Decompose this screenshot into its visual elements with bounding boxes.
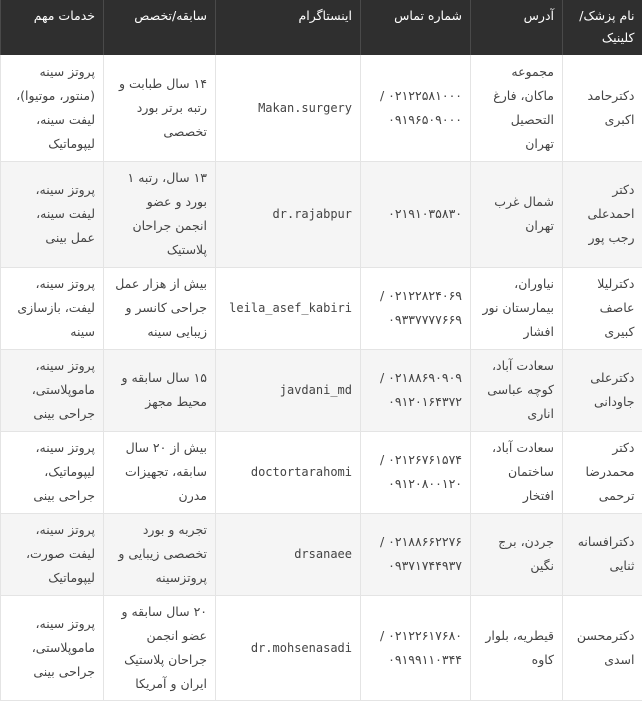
table-row (1, 595, 642, 700)
header-services: خدمات مهم (1, 0, 104, 55)
cell-address: نیاوران، بیمارستان نور افشار (471, 267, 563, 349)
cell-name: دکترعلی جاودانی (563, 349, 642, 431)
cell-instagram: dr.mohsenasadi (216, 595, 361, 700)
cell-name: دکترحامد اکبری (563, 55, 642, 161)
cell-experience: بیش از ۲۰ سال سابقه، تجهیزات مدرن (104, 431, 216, 513)
header-address: آدرس (471, 0, 563, 55)
cell-services: پروتز سینه، لیفت سینه، عمل بینی (1, 161, 104, 267)
cell-experience: تجربه و بورد تخصصی زیبایی و پروتزسینه (104, 513, 216, 595)
cell-name: دکترلیلا عاصف کبیری (563, 267, 642, 349)
cell-experience: ۱۳ سال، رتبه ۱ بورد و عضو انجمن جراحان پلاستیک (104, 161, 216, 267)
table-row (1, 161, 642, 267)
cell-instagram: drsanaee (216, 513, 361, 595)
table-row (1, 267, 642, 349)
cell-experience: ۱۵ سال سابقه و محیط مجهز (104, 349, 216, 431)
cell-address: سعادت آباد، ساختمان افتخار (471, 431, 563, 513)
cell-phone: ۰۲۱۸۸۶۹۰۹۰۹ / ۰۹۱۲۰۱۶۴۳۷۲ (361, 349, 471, 431)
cell-phone: ۰۲۱۲۲۶۱۷۶۸۰ / ۰۹۱۹۹۱۱۰۳۴۴ (361, 595, 471, 700)
cell-services: پروتز سینه (منتور، موتیوا)، لیفت سینه، لیپوماتیک (1, 55, 104, 161)
cell-phone: ۰۲۱۲۲۵۸۱۰۰۰ / ۰۹۱۹۶۵۰۹۰۰۰ (361, 55, 471, 161)
cell-experience: ۱۴ سال طبابت و رتبه برتر بورد تخصصی (104, 55, 216, 161)
table-row (1, 513, 642, 595)
cell-name: دکتر احمدعلی رجب پور (563, 161, 642, 267)
cell-instagram: dr.rajabpur (216, 161, 361, 267)
cell-instagram: leila_asef_kabiri (216, 267, 361, 349)
cell-services: پروتز سینه، لیپوماتیک، جراحی بینی (1, 431, 104, 513)
table-row (1, 431, 642, 513)
cell-services: پروتز سینه، لیفت صورت، لیپوماتیک (1, 513, 104, 595)
cell-services: پروتز سینه، ماموپلاستی، جراحی بینی (1, 595, 104, 700)
cell-experience: بیش از هزار عمل جراحی کانسر و زیبایی سینه (104, 267, 216, 349)
cell-services: پروتز سینه، ماموپلاستی، جراحی بینی (1, 349, 104, 431)
cell-phone: ۰۲۱۹۱۰۳۵۸۳۰ (361, 161, 471, 267)
cell-instagram: Makan.surgery (216, 55, 361, 161)
cell-services: پروتز سینه، لیفت، بازسازی سینه (1, 267, 104, 349)
header-name: نام پزشک/کلینیک (563, 0, 642, 55)
cell-name: دکترافسانه ثنایی (563, 513, 642, 595)
header-phone: شماره تماس (361, 0, 471, 55)
cell-address: سعادت آباد، کوچه عباسی اناری (471, 349, 563, 431)
cell-address: شمال غرب تهران (471, 161, 563, 267)
cell-phone: ۰۲۱۲۶۷۶۱۵۷۴ / ۰۹۱۲۰۸۰۰۱۲۰ (361, 431, 471, 513)
cell-name: دکترمحسن اسدی (563, 595, 642, 700)
cell-experience: ۲۰ سال سابقه و عضو انجمن جراحان پلاستیک ایران و آمریکا (104, 595, 216, 700)
table-header-row (1, 0, 642, 55)
table-row (1, 349, 642, 431)
table-row (1, 55, 642, 161)
cell-phone: ۰۲۱۸۸۶۶۲۲۷۶ / ۰۹۳۷۱۷۴۴۹۳۷ (361, 513, 471, 595)
cell-instagram: doctortarahomi (216, 431, 361, 513)
cell-instagram: javdani_md (216, 349, 361, 431)
header-instagram: اینستاگرام (216, 0, 361, 55)
cell-phone: ۰۲۱۲۲۸۲۴۰۶۹ / ۰۹۳۳۷۷۷۷۶۶۹ (361, 267, 471, 349)
cell-name: دکتر محمدرضا ترحمی (563, 431, 642, 513)
cell-address: مجموعه ماکان، فارغ التحصیل تهران (471, 55, 563, 161)
header-experience: سابقه/تخصص (104, 0, 216, 55)
cell-address: قیطریه، بلوار کاوه (471, 595, 563, 700)
cell-address: جردن، برج نگین (471, 513, 563, 595)
